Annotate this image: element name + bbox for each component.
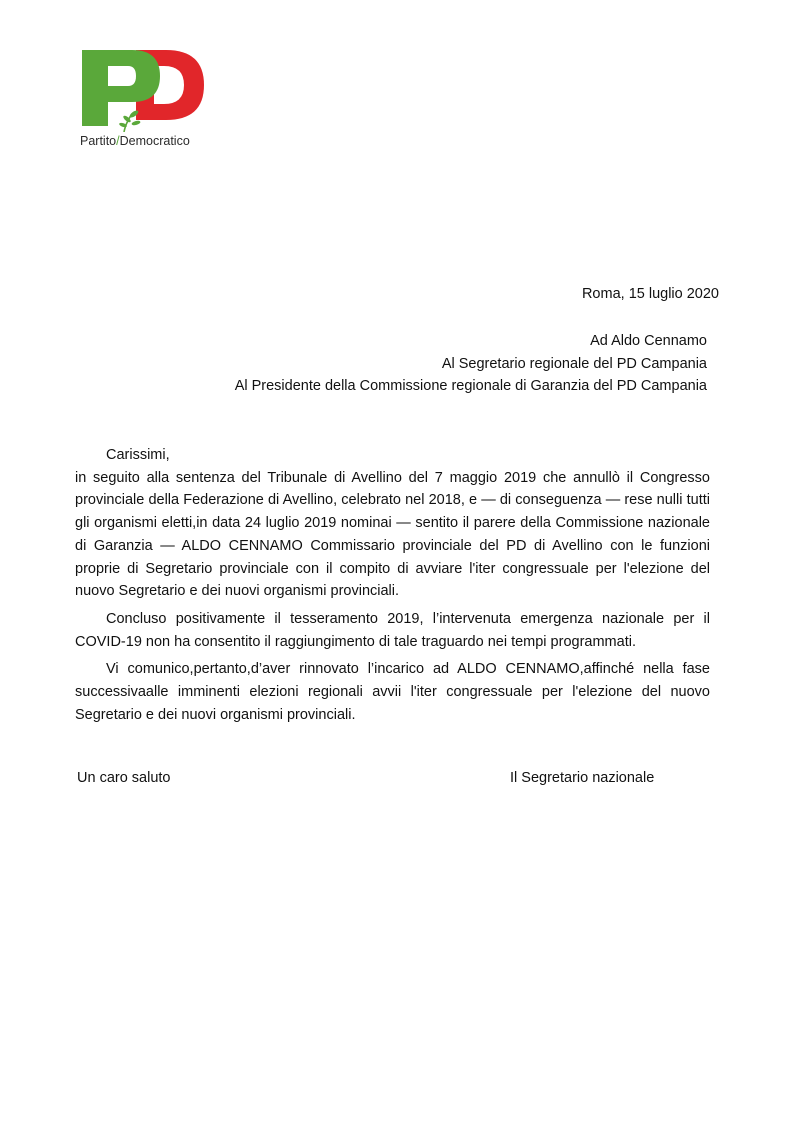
recipient-line: Al Presidente della Commissione regionale di Garanzia del PD Campania: [234, 378, 707, 395]
body-paragraph: Concluso positivamente il tesseramento 2019, l’intervenuta emergenza nazionale per il COVID-19 non ha consentito il raggiungimento di tale traguardo nei tempi programmati.: [75, 610, 710, 650]
closing: Un caro saluto: [77, 770, 171, 786]
pd-logo: [80, 48, 210, 153]
recipient-line: Al Segretario regionale del PD Campania: [441, 355, 707, 372]
pd-logo-mark: [80, 48, 210, 132]
letter-date: Roma, 15 luglio 2020: [581, 286, 719, 302]
recipients-block: [235, 330, 707, 398]
olive-branch-icon: [119, 109, 141, 132]
greeting: Carissimi,: [106, 447, 170, 463]
logo-caption-right: Democratico: [119, 134, 190, 148]
logo-caption: Partito/Democratico: [80, 134, 190, 148]
body-paragraph: Vi comunico,pertanto,d’aver rinnovato l’incarico ad ALDO CENNAMO,affinché nella fase successivaalle imminenti elezioni regionali avvii l'iter congressuale per l'elezione del nuovo Segretario e dei nuovi organismi provinciali.: [75, 661, 710, 723]
signature-title: Il Segretario nazionale: [510, 770, 655, 786]
letter-body: [75, 444, 710, 731]
recipient-line: Ad Aldo Cennamo: [590, 333, 707, 349]
body-paragraph: in seguito alla sentenza del Tribunale di Avellino del 7 maggio 2019 che annullò il Congresso provinciale della Federazione di Avellino, celebrato nel 2018, e — di conseguenza — rese nulli tutti gli organismi eletti,in data 24 luglio 2019 nominai — sentito il parere della Commissione nazionale di Garanzia — ALDO CENNAMO Commissario provinciale del PD di Avellino con le funzioni proprie di Segretario provinciale con il compito di avviare l'iter congressuale per l'elezione del nuovo Segretario e dei nuovi organismi provinciali.: [75, 469, 710, 600]
logo-caption-left: Partito: [80, 134, 117, 148]
